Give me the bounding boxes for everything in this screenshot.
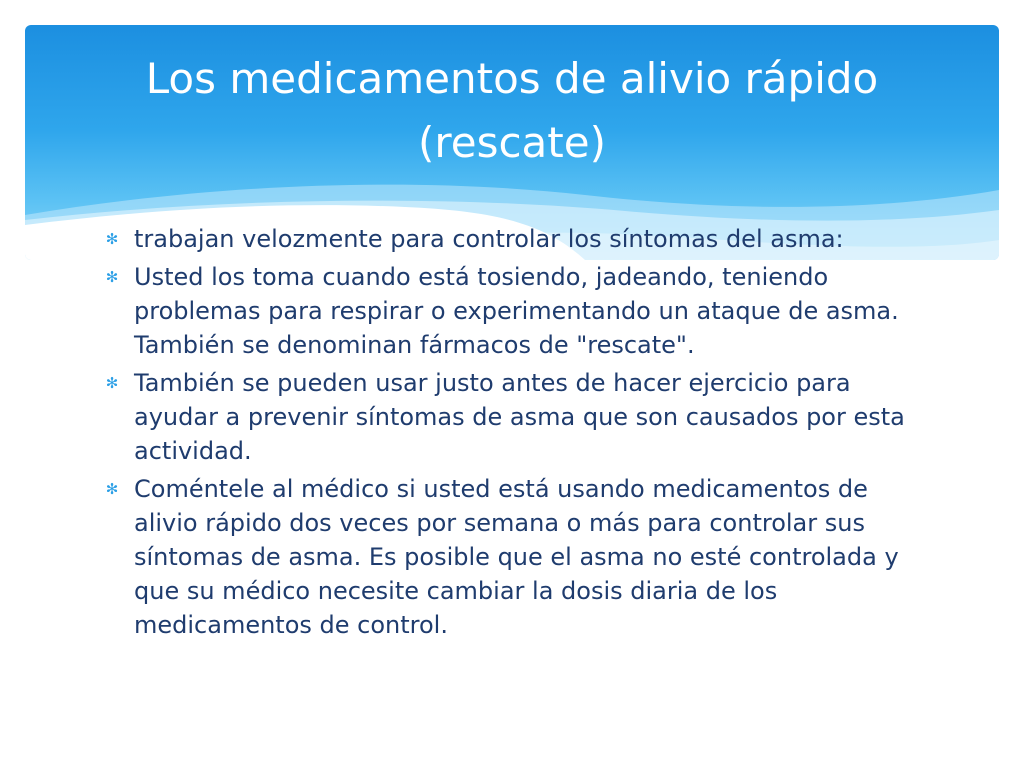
asterisk-bullet-icon: ✻	[105, 230, 119, 248]
bullet-item	[98, 260, 928, 362]
bullet-text: Coméntele al médico si usted está usando medicamentos de alivio rápido dos veces por semana o más para controlar sus síntomas de asma. Es posible que el asma no esté controlada y que su médico necesite cambiar la dosis diaria de los medicamentos de control.	[134, 475, 899, 639]
bullet-text: También se pueden usar justo antes de hacer ejercicio para ayudar a prevenir síntomas de asma que son causados por esta actividad.	[134, 369, 905, 465]
asterisk-bullet-icon: ✻	[105, 268, 119, 286]
slide-body	[98, 222, 928, 646]
asterisk-bullet-icon: ✻	[105, 374, 119, 392]
bullet-item	[98, 366, 928, 468]
bullet-text: Usted los toma cuando está tosiendo, jadeando, teniendo problemas para respirar o experimentando un ataque de asma. También se denominan fármacos de "rescate".	[134, 263, 899, 359]
slide-title-line-1: Los medicamentos de alivio rápido	[145, 54, 879, 103]
slide-title-line-2: (rescate)	[418, 118, 606, 167]
bullet-item	[98, 222, 928, 256]
asterisk-bullet-icon: ✻	[105, 480, 119, 498]
bullet-item	[98, 472, 928, 642]
bullet-text: trabajan velozmente para controlar los síntomas del asma:	[134, 225, 844, 253]
bullet-list	[98, 222, 928, 642]
slide-title	[25, 47, 999, 175]
